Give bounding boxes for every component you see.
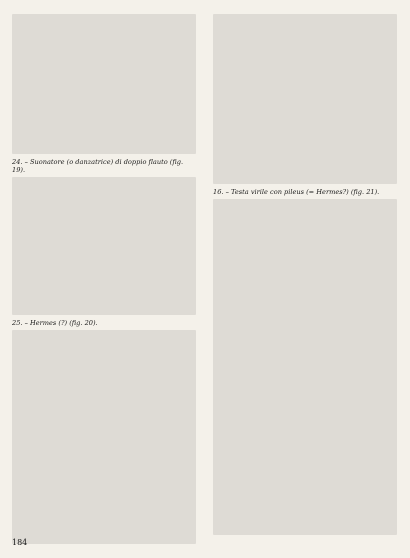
- left-text-block-3: [12, 330, 196, 544]
- entry-heading-25: 25. – Hermes (?) (fig. 20).: [12, 319, 98, 327]
- entry-heading-16: 16. – Testa virile con pileus (= Hermes?) (fig. 21).: [213, 188, 380, 196]
- right-text-block-2: [213, 199, 397, 535]
- left-column: [12, 14, 196, 548]
- left-text-block-2: [12, 177, 196, 315]
- right-column: [213, 14, 397, 539]
- left-text-block-1: [12, 14, 196, 154]
- entry-heading-24: 24. – Suonatore (o danzatrice) di doppio flauto (fig. 19).: [12, 158, 184, 174]
- page-number: 184: [12, 538, 28, 547]
- right-text-block-1: [213, 14, 397, 184]
